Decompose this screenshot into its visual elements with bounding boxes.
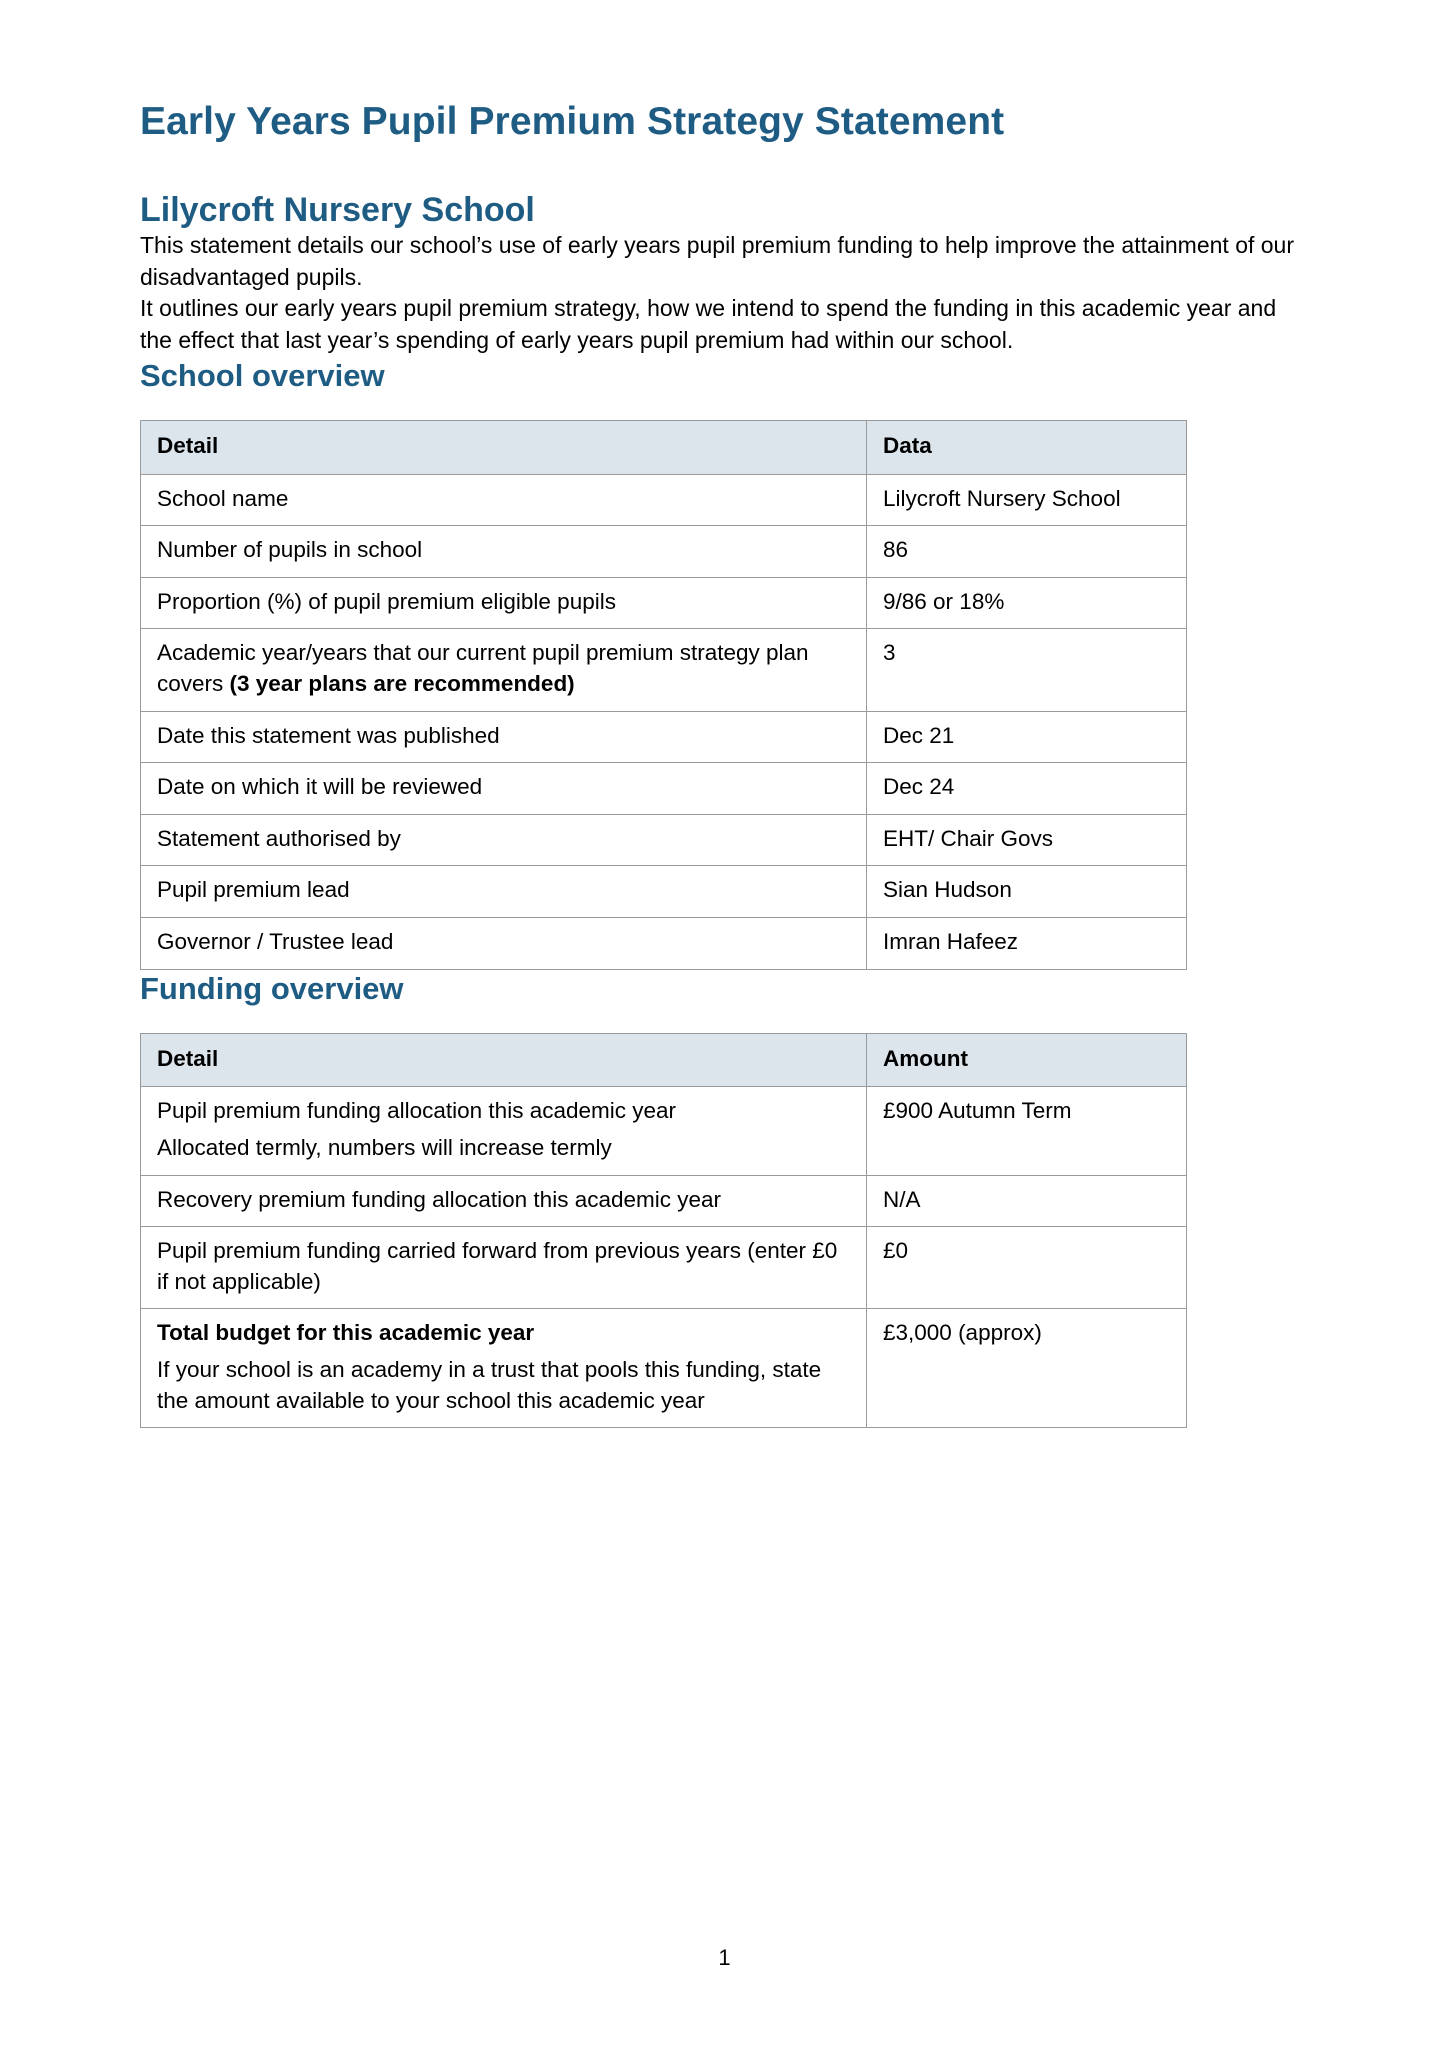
detail-text: Pupil premium funding allocation this academic year (157, 1098, 677, 1124)
column-header-amount: Amount (867, 1033, 1187, 1087)
cell-data: 3 (867, 629, 1187, 711)
cell-detail (141, 1309, 867, 1428)
detail-note: Allocated termly, numbers will increase termly (157, 1134, 612, 1160)
table-row (141, 629, 1187, 711)
table-row (141, 814, 1187, 866)
cell-amount: N/A (867, 1175, 1187, 1227)
intro-paragraph-2: It outlines our early years pupil premium strategy, how we intend to spend the funding in this academic year and the effect that last year’s spending of early years pupil premium had within our school. (140, 295, 1277, 354)
column-header-data: Data (867, 421, 1187, 475)
intro-paragraph-1: This statement details our school’s use of early years pupil premium funding to help improve the attainment of our disadvantaged pupils. (140, 231, 1295, 290)
table-row (141, 577, 1187, 629)
table-row (141, 866, 1187, 918)
table-header-row (141, 1033, 1187, 1087)
cell-data: 9/86 or 18% (867, 577, 1187, 629)
cell-detail (141, 866, 867, 918)
cell-data: Dec 21 (867, 711, 1187, 763)
column-header-detail: Detail (141, 421, 867, 475)
detail-text: Date on which it will be reviewed (157, 774, 483, 800)
funding-overview-table (140, 1033, 1187, 1428)
school-overview-table (140, 420, 1187, 970)
detail-text: Proportion (%) of pupil premium eligible pupils (157, 588, 616, 614)
cell-detail (141, 711, 867, 763)
detail-text: Governor / Trustee lead (157, 929, 394, 954)
table-row (141, 763, 1187, 815)
section-heading-funding-overview: Funding overview (140, 970, 404, 1006)
cell-data: Dec 24 (867, 763, 1187, 815)
detail-text: Pupil premium funding carried forward from previous years (enter £0 if not applicable) (157, 1238, 838, 1294)
table-row (141, 1175, 1187, 1227)
table-row (141, 526, 1187, 578)
cell-detail (141, 1087, 867, 1175)
table-row (141, 1227, 1187, 1309)
cell-data: EHT/ Chair Govs (867, 814, 1187, 866)
detail-note: If your school is an academy in a trust that pools this funding, state the amount available to your school this academic year (157, 1356, 822, 1413)
cell-detail (141, 1227, 867, 1309)
cell-data: Imran Hafeez (867, 918, 1187, 970)
table-row (141, 918, 1187, 970)
detail-text: Total budget for this academic year (157, 1320, 535, 1346)
detail-emphasis: (3 year plans are recommended) (229, 671, 575, 697)
cell-amount: £0 (867, 1227, 1187, 1309)
detail-text: Academic year/years that our current pupil premium strategy plan covers (157, 640, 809, 697)
cell-detail (141, 1175, 867, 1227)
cell-data: Lilycroft Nursery School (867, 474, 1187, 526)
table-row-total (141, 1309, 1187, 1428)
column-header-detail: Detail (141, 1033, 867, 1087)
detail-text: School name (157, 485, 289, 511)
page-title: Early Years Pupil Premium Strategy Statement (140, 100, 1005, 143)
cell-detail (141, 918, 867, 970)
cell-detail (141, 629, 867, 711)
detail-text: Pupil premium lead (157, 877, 350, 903)
school-name-title: Lilycroft Nursery School (140, 190, 535, 229)
detail-text: Number of pupils in school (157, 537, 423, 563)
cell-detail (141, 763, 867, 815)
table-row (141, 711, 1187, 763)
detail-text: Recovery premium funding allocation this academic year (157, 1186, 722, 1212)
cell-detail (141, 526, 867, 578)
cell-amount: £3,000 (approx) (867, 1309, 1187, 1428)
table-row (141, 1087, 1187, 1175)
cell-detail (141, 814, 867, 866)
section-heading-school-overview: School overview (140, 357, 385, 393)
table-row (141, 474, 1187, 526)
detail-text: Statement authorised by (157, 825, 401, 851)
cell-detail (141, 474, 867, 526)
detail-text: Date this statement was published (157, 722, 500, 748)
cell-amount: £900 Autumn Term (867, 1087, 1187, 1175)
cell-detail (141, 577, 867, 629)
cell-data: Sian Hudson (867, 866, 1187, 918)
page-number: 1 (718, 1945, 731, 1970)
table-header-row (141, 421, 1187, 475)
cell-data: 86 (867, 526, 1187, 578)
